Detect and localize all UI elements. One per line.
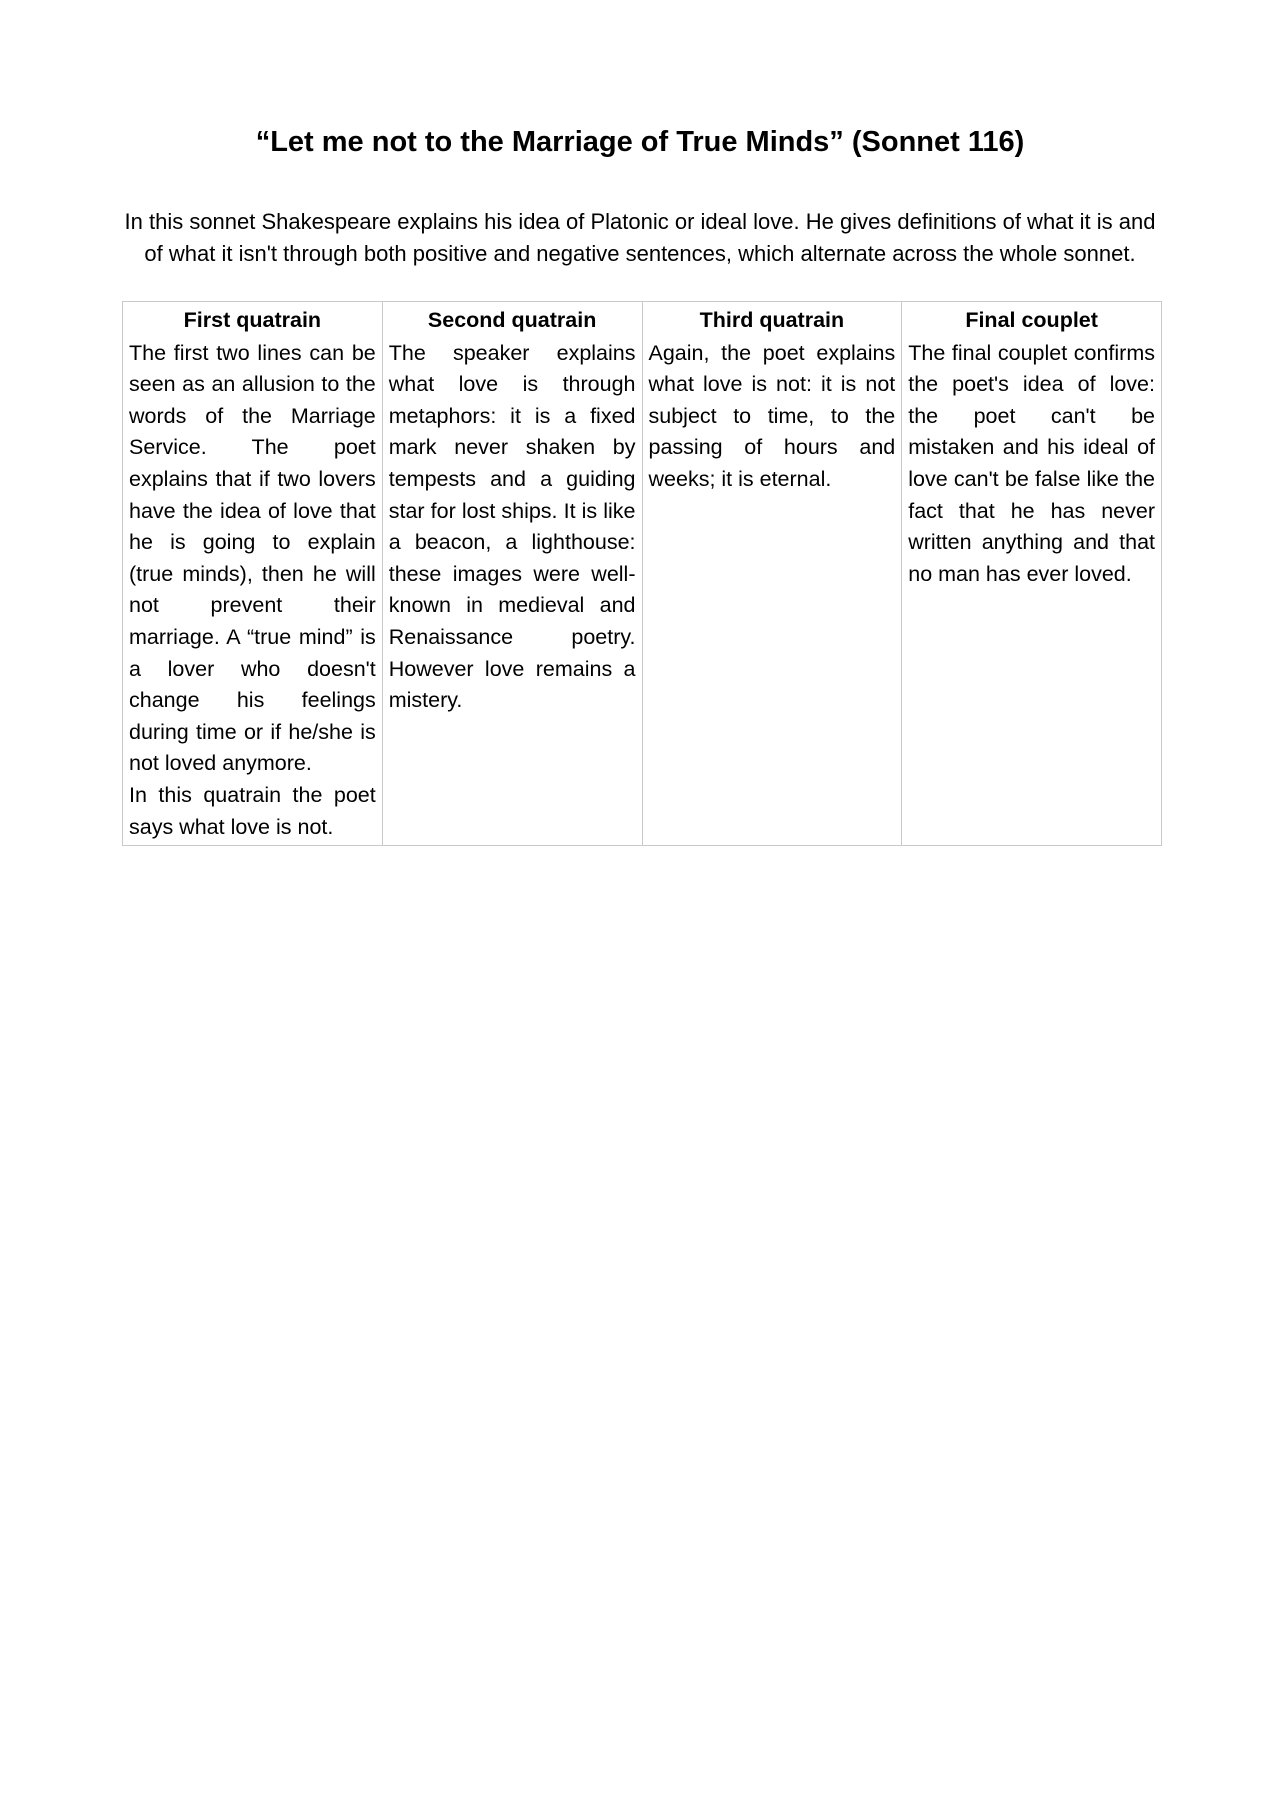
cell-first-quatrain — [123, 337, 383, 846]
cell-third-quatrain — [642, 337, 902, 846]
table-header-row — [123, 302, 1162, 337]
header-first-quatrain: First quatrain — [123, 302, 383, 337]
cell-final-couplet — [902, 337, 1162, 846]
page-title: “Let me not to the Marriage of True Minds” (Sonnet 116) — [255, 126, 1025, 158]
cell-second-quatrain-paragraph: The speaker explains what love is through metaphors: it is a fixed mark never shaken by tempests and a guiding star for lost ships. It is like a beacon, a lighthouse: these images were well-known in medieval and Renaissance poetry. However love remains a mistery. — [388, 340, 636, 713]
intro-paragraph: In this sonnet Shakespeare explains his idea of Platonic or ideal love. He gives definitions of what it is and of what it isn't through both positive and negative sentences, which alternate across the whole sonnet. — [124, 209, 1156, 266]
cell-first-quatrain-paragraph-1: The first two lines can be seen as an allusion to the words of the Marriage Service. The poet explains that if two lovers have the idea of love that he is going to explain (true minds), then he will not prevent their marriage. A “true mind” is a lover who doesn't change his feelings during time or if he/she is not loved anymore. — [129, 340, 376, 776]
cell-second-quatrain — [382, 337, 642, 846]
cell-final-couplet-paragraph: The final couplet confirms the poet's idea of love: the poet can't be mistaken and his ideal of love can't be false like the fact that he has never written anything and that no man has ever loved. — [908, 340, 1155, 586]
header-second-quatrain: Second quatrain — [382, 302, 642, 337]
cell-third-quatrain-paragraph: Again, the poet explains what love is not: it is not subject to time, to the passing of hours and weeks; it is eternal. — [648, 340, 896, 491]
cell-first-quatrain-paragraph-2: In this quatrain the poet says what love is not. — [129, 782, 376, 839]
sonnet-analysis-table — [122, 301, 1162, 846]
header-final-couplet: Final couplet — [902, 302, 1162, 337]
header-third-quatrain: Third quatrain — [642, 302, 902, 337]
table-row — [123, 337, 1162, 846]
